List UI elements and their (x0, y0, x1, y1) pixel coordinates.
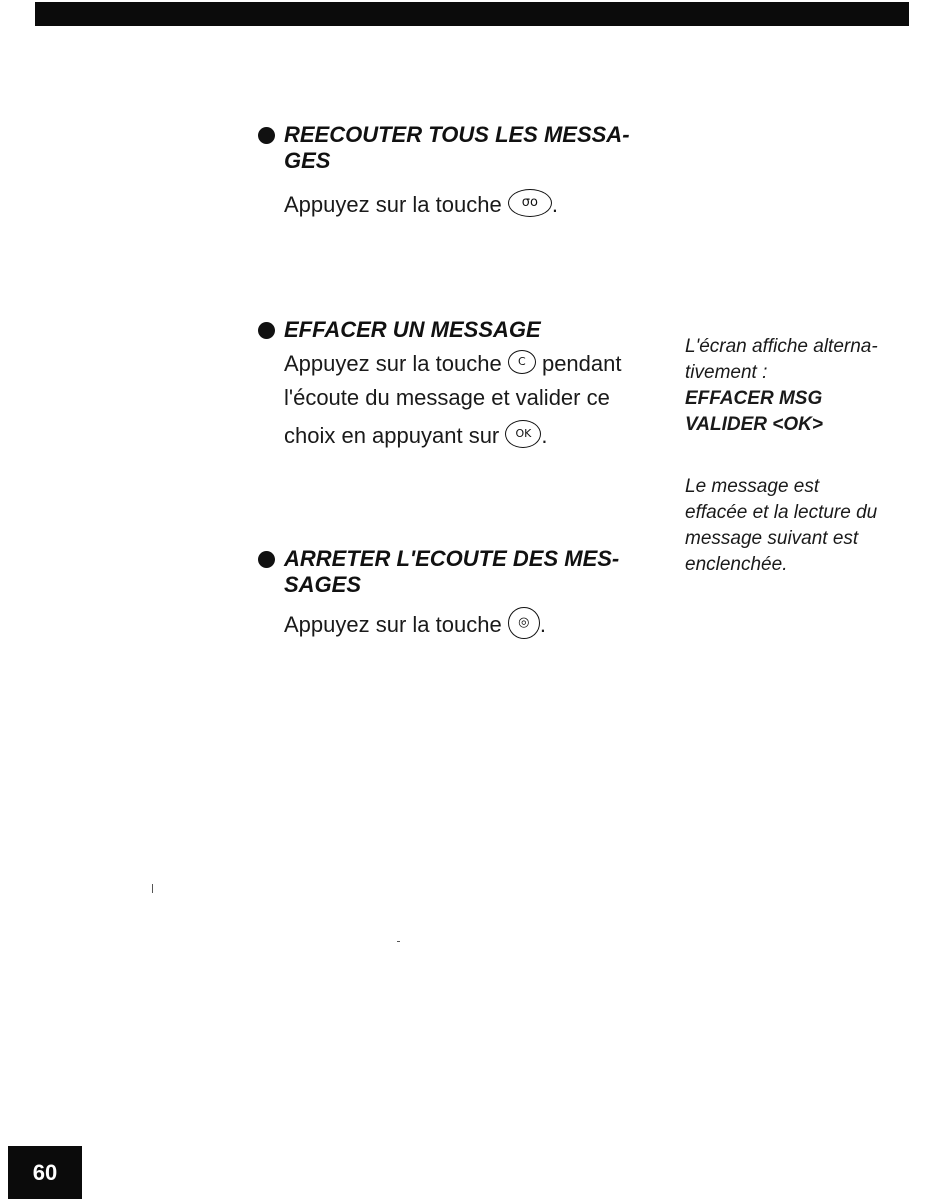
sidenote-line: message suivant est (685, 528, 859, 549)
sidenote-line: enclenchée. (685, 554, 788, 575)
heading-line-1: EFFACER UN MESSAGE (284, 317, 541, 342)
sidenote-line: L'écran affiche alterna- (685, 336, 878, 357)
heading-line-1: REECOUTER TOUS LES MESSA- (284, 122, 630, 147)
instruction-text (284, 188, 654, 222)
page-number: 60 (8, 1146, 82, 1199)
sidenote-line: effacée et la lecture du (685, 502, 878, 523)
scan-speck (397, 941, 400, 942)
instruction-prefix: Appuyez sur la touche (284, 612, 502, 637)
instruction-line-2: l'écoute du message et valider ce (284, 385, 610, 410)
ok-key-icon: OK (505, 420, 541, 448)
sidenote-message-erased (685, 474, 910, 578)
instruction-suffix: . (541, 423, 548, 448)
section-effacer (258, 317, 654, 453)
instruction-prefix: choix en appuyant sur (284, 423, 500, 448)
stop-key-icon: ◎ (508, 607, 540, 639)
sidenote-line: tivement : (685, 362, 768, 383)
section-heading (258, 546, 654, 598)
c-key-icon: C (508, 350, 536, 374)
scan-speck (152, 884, 153, 893)
heading-line-1: ARRETER L'ECOUTE DES MES- (284, 546, 620, 571)
bullet-icon (258, 322, 275, 339)
bullet-icon (258, 127, 275, 144)
instruction-suffix: . (539, 612, 546, 637)
display-text-effacer: EFFACER MSG (685, 388, 823, 409)
top-black-bar (35, 2, 909, 26)
bullet-icon (258, 551, 275, 568)
instruction-suffix: . (551, 192, 558, 217)
instruction-text (284, 347, 654, 453)
instruction-line-3 (284, 419, 654, 453)
instruction-line-1 (284, 347, 654, 381)
heading-line-2: GES (284, 148, 331, 173)
section-arreter (258, 546, 654, 642)
heading-line-2: SAGES (284, 572, 362, 597)
instruction-middle: pendant (541, 351, 622, 376)
instruction-text (284, 608, 654, 642)
instruction-prefix: Appuyez sur la touche (284, 192, 502, 217)
section-heading (258, 317, 654, 343)
display-text-valider: VALIDER <OK> (685, 414, 823, 435)
section-heading (258, 122, 654, 174)
section-reecouter (258, 122, 654, 222)
sidenote-screen-display (685, 334, 910, 438)
sidenote-line: Le message est (685, 476, 820, 497)
instruction-prefix: Appuyez sur la touche (284, 351, 502, 376)
play-key-icon: σο (508, 189, 552, 217)
